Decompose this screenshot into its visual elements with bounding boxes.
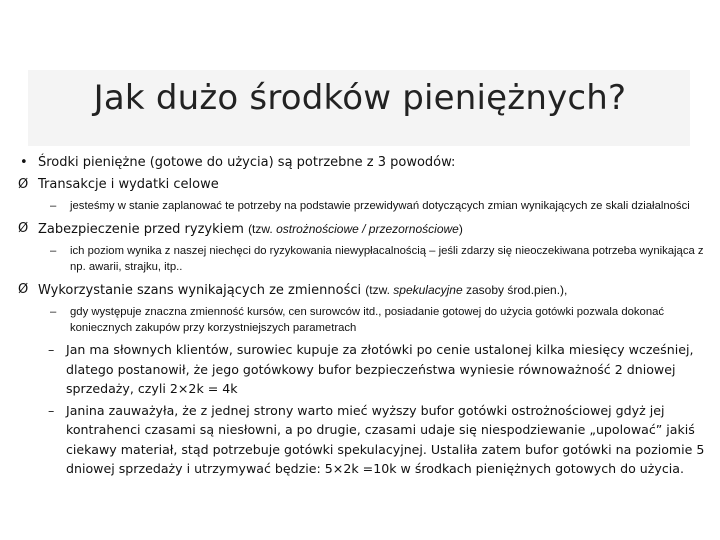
bullet-icon: • [20, 155, 28, 170]
dash-icon: – [50, 245, 57, 257]
slide-body [16, 154, 710, 481]
reason-note: (tzw. [248, 222, 277, 236]
intro-item [16, 154, 710, 172]
dash-icon: – [50, 200, 57, 212]
intro-text: Środki pieniężne (gotowe do użycia) są potrzebne z 3 powodów: [38, 155, 456, 170]
reason-head: Zabezpieczenie przed ryzykiem [38, 222, 244, 237]
reason-item [16, 281, 710, 300]
dash-icon: – [48, 342, 55, 357]
reason-note-tail: ) [458, 222, 463, 236]
reason-detail [16, 243, 710, 275]
reason-item [16, 220, 710, 239]
example-text: Jan ma słownych klientów, surowiec kupuje za złotówki po cenie ustalonej kilka miesięcy wcześniej, dlatego postanowił, że jego gotówkowy bufor bezpieczeństwa wyniesie równoważność 2 dniowej sprzedaży, czyli 2×2k = 4k [66, 342, 694, 396]
slide-title: Jak dużo środków pieniężnych? [93, 78, 627, 118]
dash-icon: – [50, 306, 57, 318]
example-item [16, 340, 710, 399]
reason-detail [16, 198, 710, 214]
example-text: Janina zauważyła, że z jednej strony warto mieć wyższy bufor gotówki ostrożnościowej gdyż jej kontrahenci czasami są niesłowni, a po drugie, czasami udaje się niespodziewanie „upolować” jakiś ciekawy materiał, stąd potrzebuje gotówki spekulacyjnej. Ustaliła zatem bufor gotówki na poziomie 5 dniowej sprzedaży i utrzymywać będzie: 5×2k =10k w środkach pieniężnych gotowych do użycia. [66, 402, 705, 476]
arrow-bullet-icon: Ø [18, 282, 29, 297]
arrow-bullet-icon: Ø [18, 177, 29, 192]
reason-detail-text: jesteśmy w stanie zaplanować te potrzeby na podstawie przewidywań dotyczących zmian wynikających ze skali działalności [70, 200, 690, 212]
reason-head: Transakcje i wydatki celowe [38, 177, 219, 192]
dash-icon: – [48, 402, 55, 418]
reason-head: Wykorzystanie szans wynikających ze zmienności [38, 283, 362, 298]
reason-note-italic: ostrożnościowe / przezornościowe [276, 222, 459, 236]
reason-detail [16, 304, 710, 336]
reason-detail-text: ich poziom wynika z naszej niechęci do ryzykowania niewypłacalnością – jeśli zdarzy się nieoczekiwana potrzeba wynikająca z np. awarii, strajku, itp.. [70, 245, 704, 273]
example-item [16, 401, 710, 479]
reason-detail-text: gdy występuje znaczna zmienność kursów, cen surowców itd., posiadanie gotowej do użycia gotówki pozwala dokonać koniecznych zakupów przy korzystniejszych parametrach [70, 306, 665, 334]
reason-item [16, 176, 710, 194]
reason-note: (tzw. [365, 283, 394, 297]
arrow-bullet-icon: Ø [18, 221, 29, 236]
reason-note-tail: zasoby środ.pien.), [462, 283, 568, 297]
reason-note-italic: spekulacyjne [393, 283, 463, 297]
